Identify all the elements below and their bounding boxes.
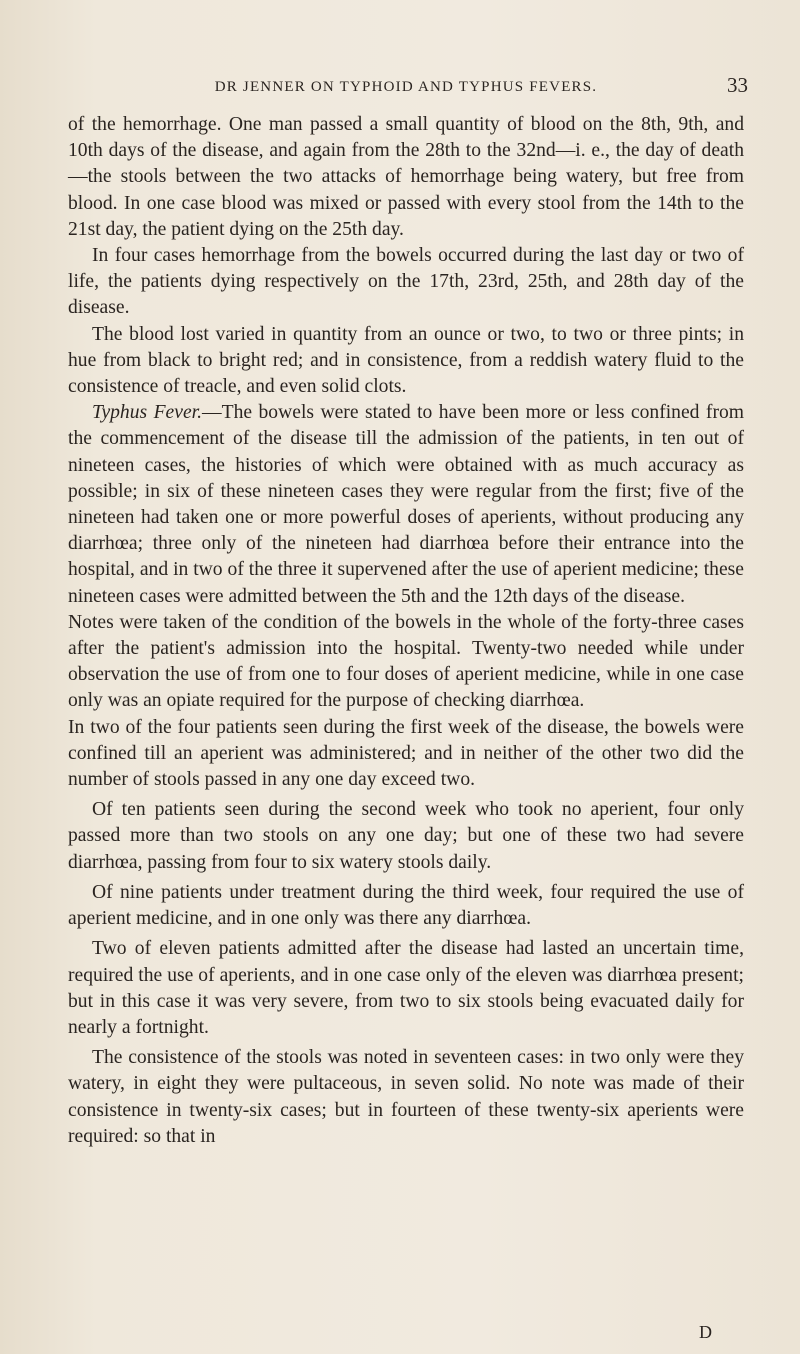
paragraph xyxy=(68,400,744,610)
paragraph: Of nine patients under treatment during the third week, four required the use of aperient medicine, and in one only was there any diarrhœa. xyxy=(68,881,744,930)
paragraph: Notes were taken of the condition of the bowels in the whole of the forty-three cases after the patient's admission into the hospital. Twenty-two needed while under observation the use of from one to four doses of aperient medicine, while in one case only was an opiate required for the purpose of checking diarrhœa. xyxy=(68,611,744,712)
paragraph: Of ten patients seen during the second week who took no aperient, four only passed more than two stools on any one day; but one of these two had severe diarrhœa, passing from four to six watery stools daily. xyxy=(68,799,744,873)
body-text xyxy=(68,112,744,1150)
paragraph: In four cases hemorrhage from the bowels occurred during the last day or two of life, the patients dying respectively on the 17th, 23rd, 25th, and 28th day of the disease. xyxy=(68,245,744,319)
signature-mark: D xyxy=(699,1322,712,1342)
section-heading: Typhus Fever. xyxy=(92,402,203,424)
paragraph-text: —The bowels were stated to have been more or less confined from the commencement of the disease till the admission of the patients, in ten out of nineteen cases, the histories of which were obtained with as much accuracy as possible; in six of these nineteen cases they were regular from the first; five of the nineteen had taken one or more powerful doses of aperients, without producing any diarrhœa; three only of the nineteen had diarrhœa before their entrance into the hospital, and in two of the three it supervened after the use of aperient medicine; these nineteen cases were admitted between the 5th and the 12th days of the disease. xyxy=(68,402,745,607)
paragraph: The consistence of the stools was noted in seventeen cases: in two only were they watery, in eight they were pultaceous, in seven solid. No note was made of their consistence in twenty-six cases; but in fourteen of these twenty-six aperients were required: so that in xyxy=(68,1047,744,1147)
page-number: 33 xyxy=(727,73,748,97)
paragraph: Two of eleven patients admitted after the disease had lasted an uncertain time, required the use of aperients, and in one case only of the eleven was diarrhœa present; but in this case it was very severe, from two to six stools being evacuated daily for nearly a fortnight. xyxy=(68,938,744,1038)
paragraph: of the hemorrhage. One man passed a small quantity of blood on the 8th, 9th, and 10th days of the disease, and again from the 28th to the 32nd—i. e., the day of death—the stools between the two attacks of hemorrhage being watery, but free from blood. In one case blood was mixed or passed with every stool from the 14th to the 21st day, the patient dying on the 25th day. xyxy=(68,114,744,240)
paragraph: In two of the four patients seen during the first week of the disease, the bowels were confined till an aperient was administered; and in neither of the other two did the number of stools passed in any one day exceed two. xyxy=(68,716,744,791)
running-head: DR JENNER ON TYPHOID AND TYPHUS FEVERS. xyxy=(214,79,598,95)
page-header xyxy=(68,73,748,103)
paragraph: The blood lost varied in quantity from an ounce or two, to two or three pints; in hue from black to bright red; and in consistence, from a reddish watery fluid to the consistence of treacle, and even solid clots. xyxy=(68,323,744,398)
